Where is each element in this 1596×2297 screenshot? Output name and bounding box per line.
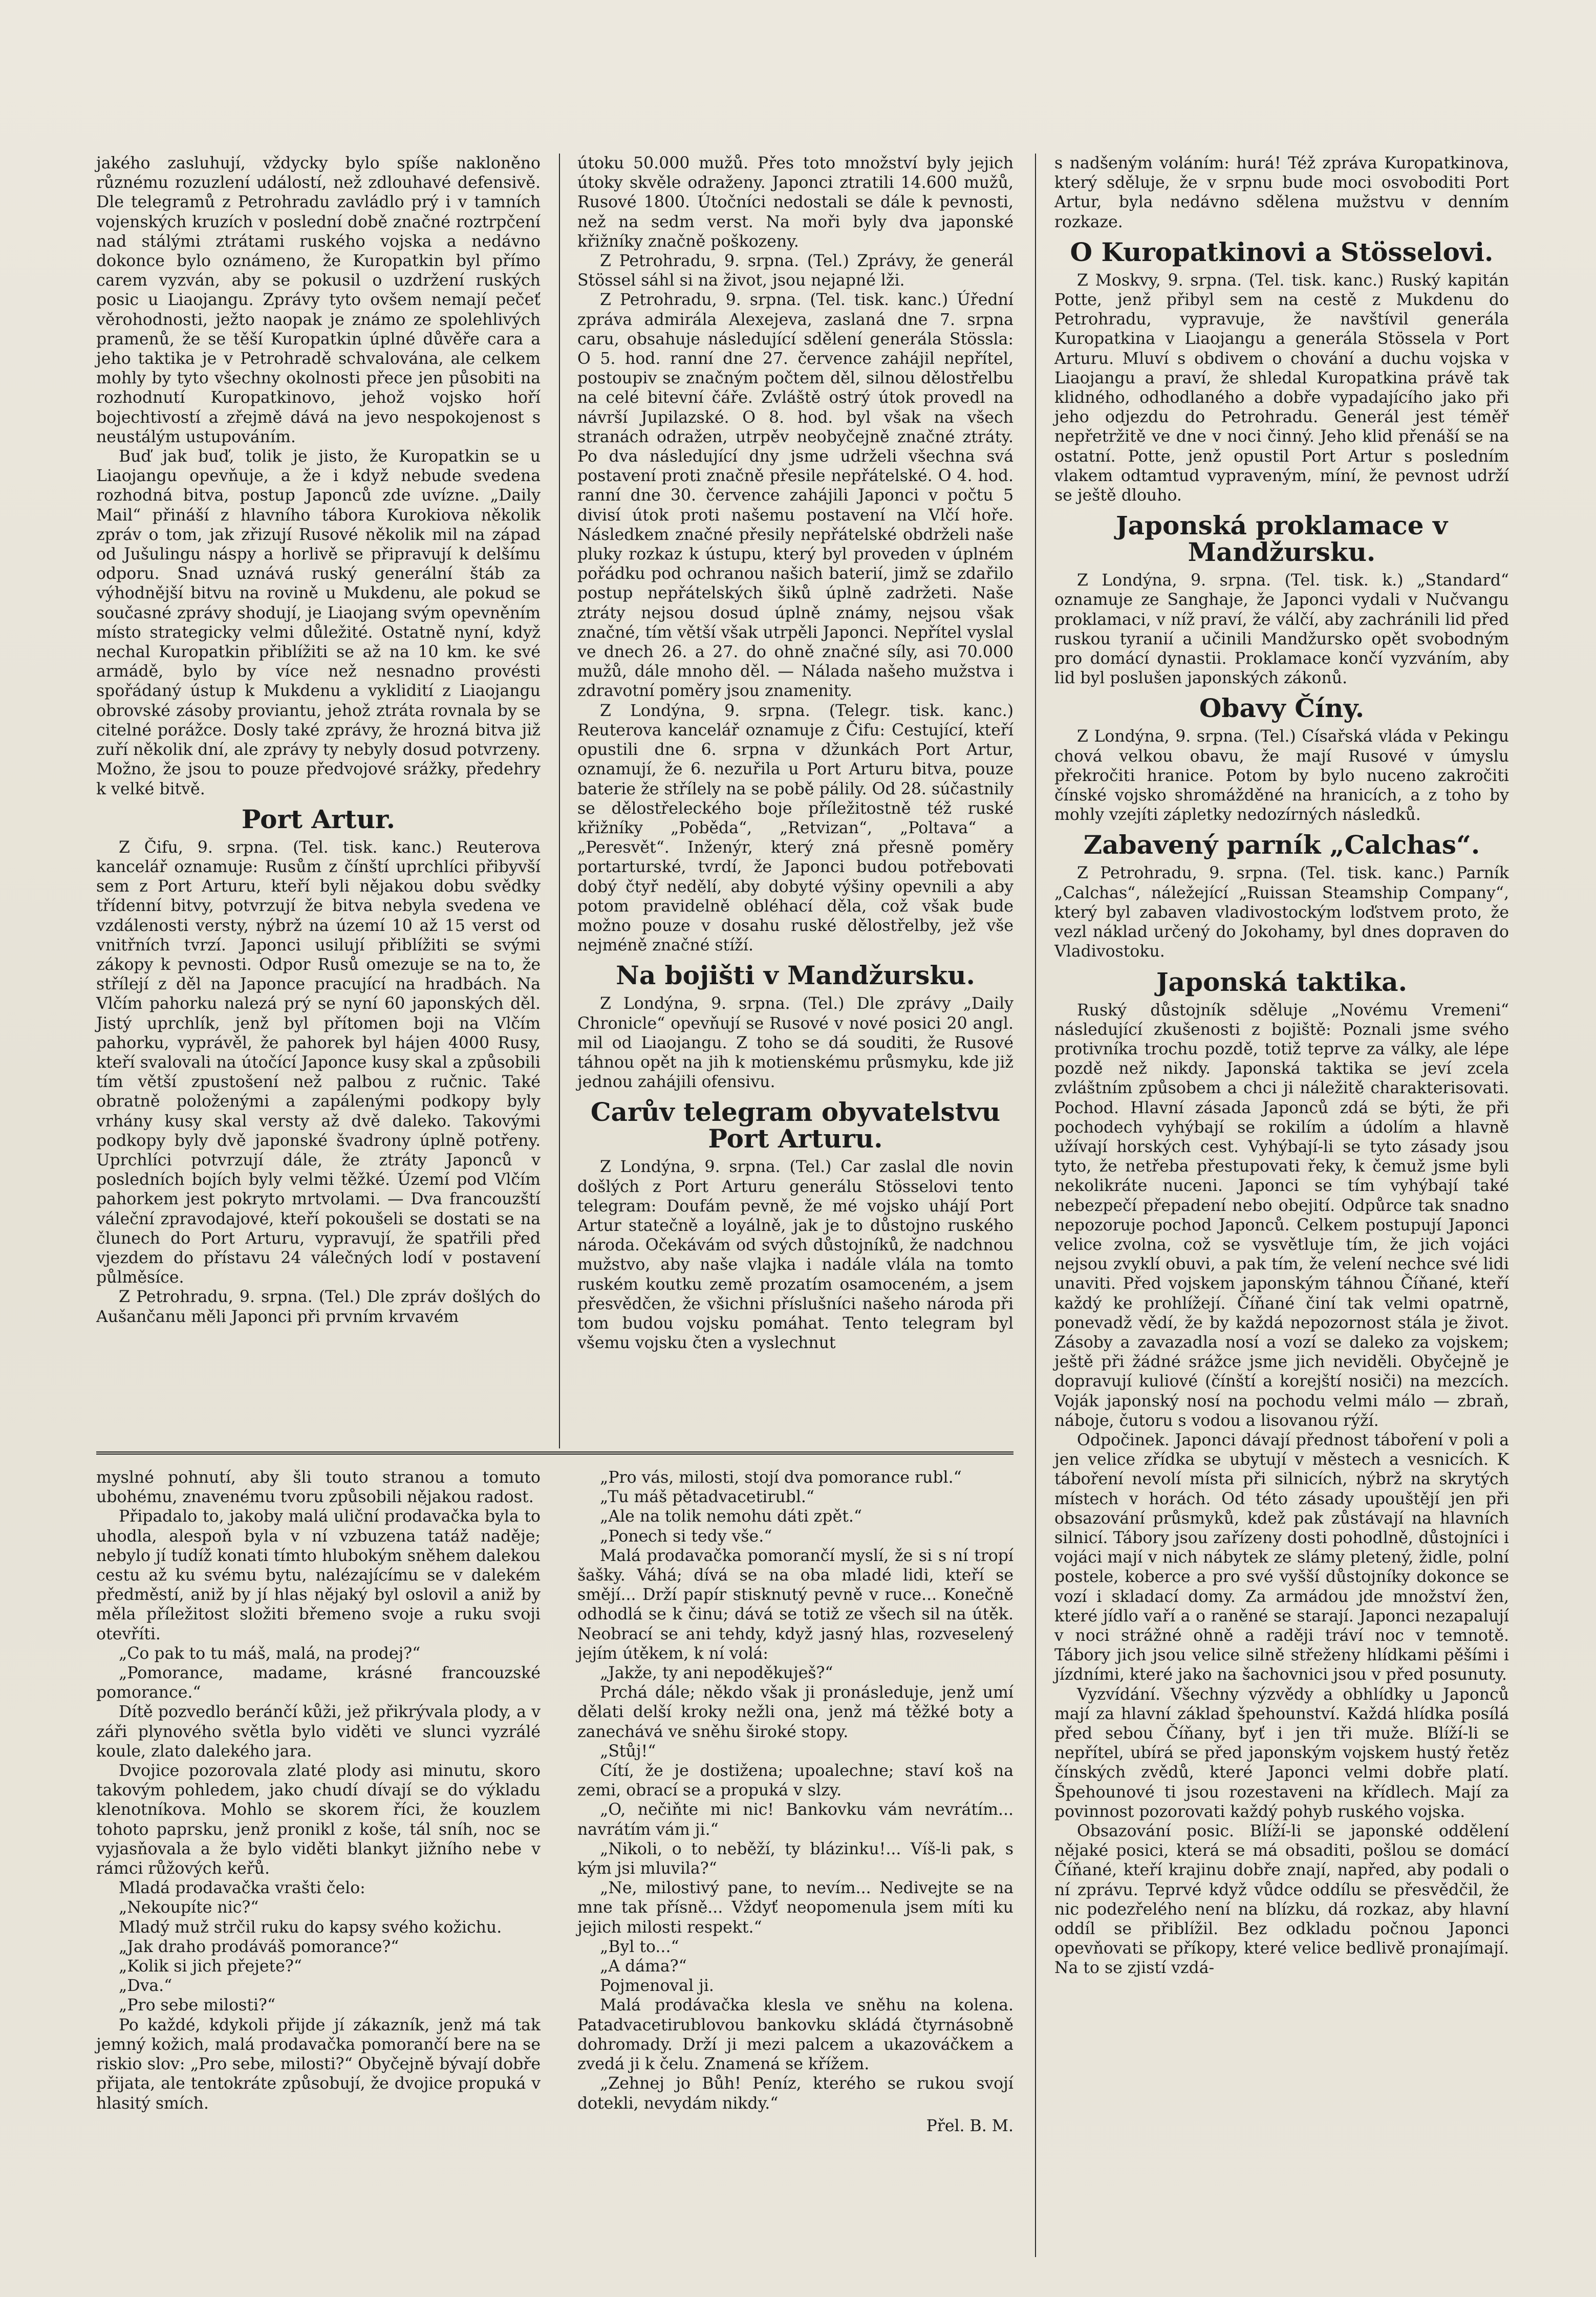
article-reuter-cifu: Z Londýna, 9. srpna. (Telegr. tisk. kanc.) Reuterova kancelář oznamuje z Čifu: Cestující, kteří opustili dne 6. srpna v džunkách Port Artur, oznamují, že 6. nezuřila u Port Arturu bitva, pouze baterie že střílely na se pobě pálily. Od 28. súčastnily se dělostřeleckého boje příležitostně též ruské křižníky „Poběda“, „Retvizan“, „Poltava“ a „Peresvět“. Inženýr, který zná přesně poměry portarturské, tvrdí, že Japonci budou potřebovati dobý čtyř nedělí, aby dobyté výšiny opevnili a aby potom pravidelně obléhací děla, což však bude možno pouze v dosahu ruské dělostřelby, jež vše nejméně značné stíží. <box>577 701 1013 955</box>
article-petrohrad-report: Z Petrohradu, 9. srpna. (Tel.) Dle zpráv došlých do Aušančanu měli Japonci při prvním krvavém <box>96 1288 541 1326</box>
column-2 <box>577 154 1013 1353</box>
column-1 <box>96 154 541 1327</box>
feuilleton-dialogue: „Jak draho prodáváš pomorance?“ <box>119 1937 399 1956</box>
article-vyzvidani: Vyzvídání. Všechny výzvědy a obhlídky u Japonců mají za hlavní základ špehounství. Každá hlídka posílá před sebou Číňany, byť i jen tři muže. Blíží-li se nepřítel, ubírá se před japonským vojskem hustý řetěz čínských zvědů, které Japonci velmi dobře platí. Špehounové ti jsou rozestaveni na křídlech. Mají za povinnost pozorovati každý pohyb ruského vojska. <box>1054 1685 1509 1821</box>
article-alexejev-report: Z Petrohradu, 9. srpna. (Tel. tisk. kanc.) Úřední zpráva admirála Alexejeva, zaslaná dne 7. srpna caru, obsahuje následující sdělení generála Stössla: O 5. hod. ranní dne 27. července zahájil nepřítel, postoupiv se značným počtem děl, silnou dělostřelbu na celé bitevní čáře. Zvláště ostrý útok provedl na návrší Jupilazské. O 8. hod. byl však na všech stranách odražen, utrpěv neobyčejně značné ztráty. Po dva následující dny jsme udrželi všechna svá postavení proti značně přesile nepřátelské. O 4. hod. ranní dne 30. července zahájili Japonci v počtu 5 divisí útok proti našemu postavení na Vlčí hoře. Následkem značné přesily nepřátelské obdrželi naše pluky rozkaz k ústupu, který byl proveden v úplném pořádku pod ochranou našich baterií, jimž se zdařilo postup nepřátelských šiků úplně zadržeti. Naše ztráty nejsou dosud úplně známy, nejsou však značné, tím větší však utrpěli Japonci. Nepřítel vyslal ve dnech 26. a 27. do ohně značné síly, asi 70.000 mužů, dále mnoho děl. — Nálada našeho mužstva i zdravotní poměry jsou znamenity. <box>577 291 1013 701</box>
feuilleton-para: Po každé, kdykoli přijde jí zákazník, jenž má tak jemný kožich, malá prodavačka pomorančí bere na se riskio slov: „Pro sebe, milosti?“ Obyčejně bývají dobře přijata, ale tentokráte způsobují, že dvojice propuká v hlasitý smích. <box>96 2016 541 2113</box>
heading-na-bojisti: Na bojišti v Mandžursku. <box>616 960 975 991</box>
feuilleton-dialogue: „Ne, milostivý pane, to nevím... Nedivejte se na mne tak přísně... Vždyť neopomenula jsem míti ku jejich milosti respekt.“ <box>577 1879 1013 1937</box>
article-odpocinek: Odpočinek. Japonci dávají přednost táboření v poli a jen velice zřídka se ubytují v městech a vesnicích. K táboření nevolí místa při silnicích, nýbrž na skrytých místech v horách. Od této zásady upouštějí jen při obsazování průsmyků, kdež pak zůstávají na hlavních silnicí. Tábory jsou zařízeny dosti pohodlně, důstojníci i vojáci mají v nich nábytek ze slámy pletený, židle, polní postele, koberce a pro své vyšší důstojníky dokonce se vozí i skladací domy. Za armádou jde množství žen, které jídlo vaří a o raněné se starají. Japonci nezapalují v noci strážné ohně a raději tráví noc v temnotě. Tábory jich jsou velice silně střeženy hlídkami pěšími i jízdními, které jako na šachovnici jsou v před posunuty. <box>1054 1431 1509 1684</box>
article-stossel-rumor: Z Petrohradu, 9. srpna. (Tel.) Zprávy, že generál Stössel sáhl si na život, jsou nejapné lži. <box>577 252 1013 290</box>
column-divider <box>559 154 560 1448</box>
article-daily-chronicle: Z Londýna, 9. srpna. (Tel.) Dle zprávy „Daily Chronicle“ opevňují se Rusové v nové posici 20 angl. mil od Liaojangu. Z toho se dá souditi, že Rusové táhnou opět na jih k motienskému průsmyku, kde již jednou zahájili ofensivu. <box>577 994 1013 1092</box>
article-potte: Z Moskvy, 9. srpna. (Tel. tisk. kanc.) Ruský kapitán Potte, jenž přibyl sem na cestě z Mukdenu do Petrohradu, vypravuje, že navštívil generála Kuropatkina v Liaojangu a generála Stössela v Port Arturu. Mluví s obdivem o chování a duchu vojska v Liaojangu a praví, že shledal Kuropatkina právě tak klidného, odhodlaného a dobře vypadajícího jako při jeho odjezdu do Petrohradu. Generál jest téměř nepřetržitě ve dne v noci činný. Jeho klid přenáší se na ostatní. Potte, jenž opustil Port Artur s posledním vlakem odtamtud vypraveným, míní, že pevnost udrží se ještě dlouho. <box>1054 271 1509 505</box>
feuilleton-dialogue: „Kolik si jich přejete?“ <box>119 1957 302 1976</box>
feuilleton-para: Dítě pozvedlo beránčí kůži, jež přikrývala plody, a v záři plynového světla bylo viděti ve slunci vyzrálé koule, zlato dalekého jara. <box>96 1703 541 1761</box>
heading-japonska-proklamace: Japonská proklamace v Mandžursku. <box>1115 510 1448 568</box>
feuilleton-column-1 <box>96 1468 541 2113</box>
article-losses: útoku 50.000 mužů. Přes toto množství byly jejich útoky skvěle odraženy. Japonci ztratili 14.600 mužů, Rusové 1800. Útočníci nedostali se dále k pevnosti, než na sedm verst. Na moři byly dva japonské křižníky značně poškozeny. <box>577 154 1013 251</box>
article-obsazovani: Obsazování posic. Blíží-li se japonské oddělení nějaké posici, která se má obsaditi, pošlou se domácí Číňané, kteří krajinu dobře znají, napřed, aby podali o ní zprávu. Teprvé když vůdce oddílu se přesvědčil, že nic podezřelého není na blízku, dá rozkaz, aby hlavní oddíl se přiblížil. Bez odkladu počnou Japonci opevňovati se příkopy, které velice bedlivě pronajímají. Na to se zjistí vzdá- <box>1054 1822 1509 1978</box>
heading-japonska-taktika: Japonská taktika. <box>1156 966 1407 997</box>
feuilleton-dialogue: „Nekoupíte nic?“ <box>119 1898 259 1917</box>
article-kuropatkin-continued: jakého zasluhují, vždycky bylo spíše nakloněno různému rozuzlení událostí, než zdlouhavé defensivě. Dle telegramů z Petrohradu zavládlo prý i v tamních vojenských kruzích v poslední době značné roztrpčení nad stálými ztrátami ruského vojska a nedávno dokonce bylo oznámeno, že Kuropatkin byl přímo carem vyzván, aby se pokusil o uzdržení ruských posic u Liaojangu. Zprávy tyto ovšem nemají pečeť věrohodnosti, ježto naopak je známo ze spolehlivých pramenů, že se těší Kuropatkin úplné důvěře cara a jeho taktika je v Petrohradě schvalována, ale celkem mohly by tyto všechny okolnosti přece jen působiti na rozhodnutí Kuropatkinovo, jehož vojsko hoří bojechtivostí a zřejmě dává na jevo nespokojenost s neustálým ustupováním. <box>96 154 541 446</box>
feuilleton-dialogue: „Byl to...“ <box>600 1937 679 1956</box>
feuilleton-para: Připadalo to, jakoby malá uliční prodavačka byla to uhodla, alespoň byla v ní vzbuzena tatáž naděje; nebylo jí tudíž konati tímto hlubokým sněhem dalekou cestu až ku svému bytu, nalézajícímu se v dalekém předměstí, aniž by jí hlas nějaký byl oslovil a aniž by měla příležitost složiti břemeno svoje a ruku svoji otevříti. <box>96 1507 541 1643</box>
heading-kuropatkin-stossel: O Kuropatkinovi a Stösselovi. <box>1070 236 1494 267</box>
feuilleton-dialogue: „Dva.“ <box>119 1977 172 1996</box>
feuilleton-para: Pojmenoval ji. <box>600 1977 714 1996</box>
heading-obavy-ciny: Obavy Číny. <box>1199 693 1365 724</box>
feuilleton-dialogue: „Ale na tolik nemohu dáti zpět.“ <box>600 1507 862 1526</box>
feuilleton-dialogue: „Pomorance, madame, krásné francouzské pomorance.“ <box>96 1664 541 1702</box>
feuilleton-dialogue: „O, nečiňte mi nic! Bankovku vám nevrátím... navrátím vám ji.“ <box>577 1801 1013 1839</box>
heading-caruv-telegram: Carův telegram obyvatelstvu Port Arturu. <box>590 1097 1001 1154</box>
heading-port-artur: Port Artur. <box>241 804 396 834</box>
feuilleton-para: myslné pohnutí, aby šli touto stranou a tomuto ubohému, znavenému tvoru způsobili nějakou radost. <box>96 1468 541 1507</box>
feuilleton-rule <box>96 1451 1013 1455</box>
article-liaojang: Buď jak buď, tolik je jisto, že Kuropatkin se u Liaojangu opevňuje, a že i když nebude svedena rozhodná bitva, postup Japonců zde uvízne. „Daily Mail“ přináší z hlavního tábora Kurokiova několik zpráv o tom, jak zřizují Rusové několik mil na západ od Jušulingu náspy a horlivě se připravují k delšímu odporu. Snad uznává ruský generální štáb za výhodnější bitvu na rovině u Mukdenu, ale pokud se současné zprávy shodují, je Liaojang svým opevněním místo strategicky velmi důležité. Ostatně nyní, když nechal Kuropatkin přiblížiti se až na 10 km. ke své armádě, bylo by více než nesnadno provésti spořádaný ústup k Mukdenu a vyklidití z Liaojangu obrovské zásoby proviantu, jehož ztráta rovnala by se citelné porážce. Dosly také zprávy, že hrozná bitva již zuří několik dní, ale zprávy ty nebyly dosud potvrzeny. Možno, že jsou to pouze předvojové srážky, předehry k velké bitvě. <box>96 447 541 798</box>
feuilleton-para: Prchá dále; někdo však ji pronásleduje, jenž umí dělati delší kroky nežli ona, jenž má těžké boty a zanechává ve sněhu široké stopy. <box>577 1683 1013 1741</box>
feuilleton-dialogue: „Stůj!“ <box>600 1742 656 1761</box>
article-proklamace: Z Londýna, 9. srpna. (Tel. tisk. k.) „Standard“ oznamuje ze Sanghaje, že Japonci vydali v Nučvangu proklamaci, v níž praví, že válčí, aby zachránili lid před ruskou tyranií a učinili Mandžursko opět svobodným pro domácí dynastii. Proklamace končí vyzváním, aby lid byl poslušen japonských zákonů. <box>1054 571 1509 688</box>
feuilleton-dialogue: „Jakže, ty ani nepoděkuješ?“ <box>600 1664 833 1683</box>
article-cifu-report: Z Čifu, 9. srpna. (Tel. tisk. kanc.) Reuterova kancelář oznamuje: Rusům z čínští uprchlíci přibyvší sem z Port Arturu, kteří byli nějakou dobu svědky třídenní bitvy, potvrzují že bitva nebyla svedena ve vzdálenosti versty, nýbrž na území 10 až 15 verst od vnitřních tvrzí. Japonci usilují přiblížiti se svými zákopy k pevnosti. Odpor Rusů omezuje se na to, že střílejí z děl na Japonce pracující na hradbách. Na Vlčím pahorku nalezá prý se nyní 60 japonských děl. Jistý uprchlík, jenž byl přítomen boji na Vlčím pahorku, vyprávěl, že pahorek byl hájen 4000 Rusy, kteří svalovali na útočící Japonce kusy skal a způsobili tím větší zpustošení než palbou z ručnic. Také obratně položenými a zapálenými podkopy byly vrhány kusy skal versty až dvě daleko. Takovými podkopy byly dvě japonské švadrony úplně potřeny. Uprchlíci potvrzují dále, že ztráty Japonců v posledních bojích byly velmi těžké. Území pod Vlčím pahorkem jest pokryto mrtvolami. — Dva francouzští váleční zpravodajové, kteří pokoušeli se dostati se na člunech do Port Arturu, vypravují, že spatřili před vjezdem do přístavu 24 válečných lodí v postavení půlměsíce. <box>96 838 541 1287</box>
feuilleton-dialogue: „A dáma?“ <box>600 1957 687 1976</box>
feuilleton-dialogue: „Zehnej jo Bůh! Peníz, kterého se rukou svojí dotekli, nevydám nikdy.“ <box>577 2074 1013 2113</box>
feuilleton-column-2 <box>577 1468 1013 2136</box>
feuilleton-dialogue: „Tu máš pětadvacetirubl.“ <box>600 1488 815 1507</box>
feuilleton-para: Malá prodavačka pomorančí myslí, že si s ní tropí šašky. Váhá; dívá se na oba mladé lidi, kteří se smějí... Drží papír stisknutý pevně v ruce... Konečně odhodlá se k činu; dává se totiž ze všech sil na útěk. Neobrací se ani tehdy, když jasný hlas, rozveselený jejím útěkem, k ní volá: <box>577 1546 1013 1663</box>
feuilleton-para: Dvojice pozorovala zlaté plody asi minutu, skoro takovým pohledem, jako chudí dívají se do výkladu klenotníkova. Mohlo se skorem říci, že kouzlem tohoto paprsku, jenž pronikl z koše, tál sníh, noc se vyjasňovala a že bylo viděti blankyt jižního nebe v rámci růžových keřů. <box>96 1762 541 1878</box>
article-car-telegram: Z Londýna, 9. srpna. (Tel.) Car zaslal dle novin došlých z Port Arturu generálu Stösselovi tento telegram: Doufám pevně, že mé vojsko uhájí Port Artur statečně a loyálně, jak je to důstojno ruského národa. Očekávám od svých důstojníků, že nadchnou mužstvo, aby naše vlajka i nadále vlála na tomto ruském koutku země prozatím osamoceném, a jsem přesvědčen, že všichni příslušníci našeho národa při tom budou vojsku pomáhat. Tento telegram byl všemu vojsku čten a vyslechnut <box>577 1158 1013 1353</box>
article-calchas: Z Petrohradu, 9. srpna. (Tel. tisk. kanc.) Parník „Calchas“, náležející „Ruissan Steamship Company“, který byl zabaven vladivostockým loďstvem proto, že vezl náklad určený do Jokohamy, byl dnes dopraven do Vladivostoku. <box>1054 864 1509 961</box>
feuilleton-para: Malá prodávačka klesla ve sněhu na kolena. Patadvacetirublovou bankovku skládá čtyrnásobně dohromady. Drží ji mezi palcem a ukazováčkem a zvedá ji k čelu. Znamená se křížem. <box>577 1996 1013 2074</box>
feuilleton-para: Mladá prodavačka vrašti čelo: <box>119 1879 365 1898</box>
feuilleton-dialogue: „Co pak to tu máš, malá, na prodej?“ <box>119 1644 421 1663</box>
article-obavy: Z Londýna, 9. srpna. (Tel.) Císařská vláda v Pekingu chová velkou obavu, že mají Rusové v úmyslu překročiti hranice. Potom by bylo nuceno zakročiti čínské vojsko shromážděné na hranicích, a z toho by mohly vzejíti zápletky nedozírných následků. <box>1054 727 1509 825</box>
feuilleton-dialogue: „Pro vás, milosti, stojí dva pomorance rubl.“ <box>600 1468 962 1487</box>
feuilleton-dialogue: „Ponech si tedy vše.“ <box>600 1527 772 1546</box>
feuilleton-para: Mladý muž strčil ruku do kapsy svého kožichu. <box>119 1918 502 1937</box>
heading-calchas: Zabavený parník „Calchas“. <box>1083 830 1480 860</box>
feuilleton-dialogue: „Nikoli, o to neběží, ty blázinku!... Víš-li pak, s kým jsi mluvila?“ <box>577 1839 1013 1878</box>
translator-signature: Přel. B. M. <box>926 2116 1013 2135</box>
article-hura: s nadšeným voláním: hurá! Též zpráva Kuropatkinova, který sděluje, že v srpnu bude moci osvoboditi Port Artur, byla nedávno sdělena mužstvu v denním rozkaze. <box>1054 154 1509 231</box>
feuilleton-dialogue: „Pro sebe milosti?“ <box>119 1996 276 2015</box>
article-taktika: Ruský důstojník sděluje „Novému Vremeni“ následující zkušenosti z bojiště: Poznali jsme svého protivníka trochu pozdě, totiž teprve za války, ale lépe pozdě než nikdy. Japonská taktika se jeví zcela zvláštním způsobem a chci ji náležitě charakterisovati. Pochod. Hlavní zásada Japonců zdá se býti, že při pochodech vyhýbají se rokilím a údolím a hlavně užívají horských cest. Vyhýbají-li se tyto zásady jsou tyto, že netřeba přestupovati řeky, k čemuž jsme byli nekolikráte nuceni. Japonci se tím vyhýbají také nebezpečí přepadení nebo obejití. Odpůrce tak snadno nepozoruje pochod Japonců. Celkem postupují Japonci velice zvolna, což se vysvětluje tím, že jich vojáci nejsou zvyklí obuvi, a pak tím, že velení nechce své lidi unaviti. Před vojskem japonským táhnou Číňané, kteří každý ke prohlížejí. Číňané činí tak velmi opatrně, ponevadž vědí, že by každá nepozornost stála je život. Zásoby a zavazadla nosí a vozí se daleko za vojskem; ještě při žádné srážce jsme jich neviděli. Obyčejně je dopravují kuliové (čínští a korejští nosiči) na mezcích. Voják japonský nosí na pochodu velmi málo — zbraň, náboje, čutoru s vodou a lisovanou rýží. <box>1054 1001 1509 1430</box>
column-divider <box>1035 154 1036 2257</box>
feuilleton-para: Cítí, že je dostižena; upoalechne; staví koš na zemi, obrací se a propuká v slzy. <box>577 1762 1013 1800</box>
column-3 <box>1054 154 1509 1978</box>
